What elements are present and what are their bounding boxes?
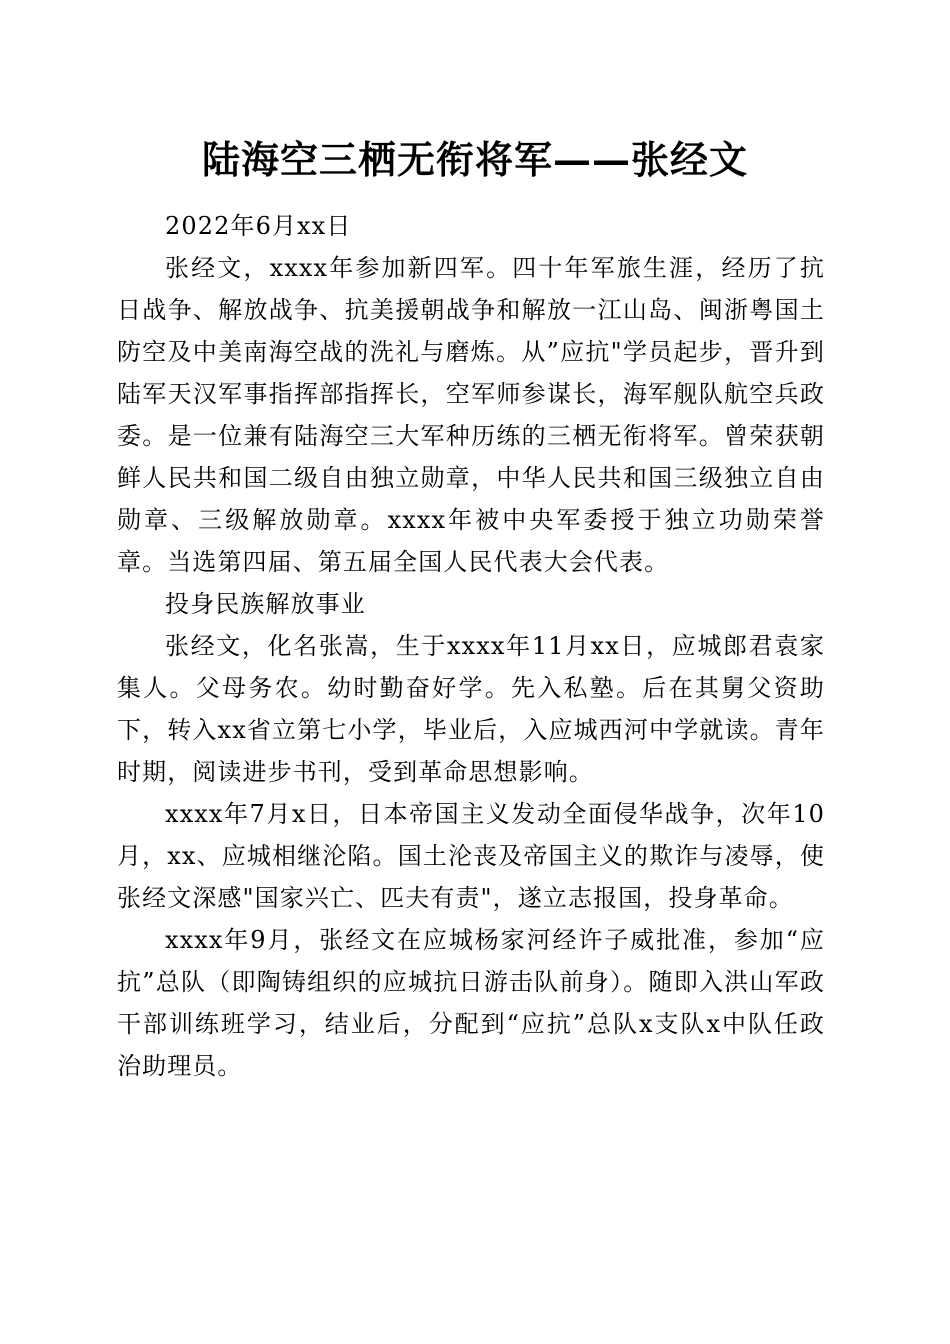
document-date: 2022年6月xx日 (165, 212, 352, 240)
section-heading: 投身民族解放事业 (165, 590, 366, 618)
paragraph-intro: 张经文，xxxx年参加新四军。四十年军旅生涯，经历了抗日战争、解放战争、抗美援朝战争和解放一江山岛、闽浙粤国土防空及中美南海空战的洗礼与磨炼。从”应抗"学员起步，晋升到陆军天汉军事指挥部指挥长，空军师参谋长，海军舰队航空兵政委。是一位兼有陆海空三大军种历练的三栖无衔将军。曾荣获朝鲜人民共和国二级自由独立勋章，中华人民共和国三级独立自由勋章、三级解放勋章。xxxx年被中央军委授于独立功勋荣誉章。当选第四届、第五届全国人民代表大会代表。 (117, 254, 825, 576)
paragraph-joining-army: xxxx年9月，张经文在应城杨家河经许子威批准，参加“应抗”总队（即陶铸组织的应城抗日游击队前身）。随即入洪山军政干部训练班学习，结业后，分配到“应抗”总队x支队x中队任政治助理员。 (117, 926, 825, 1080)
paragraph-war-outbreak: xxxx年7月x日，日本帝国主义发动全面侵华战争，次年10月，xx、应城相继沦陷。国土沦丧及帝国主义的欺诈与凌辱，使张经文深感"国家兴亡、匹夫有责"，遂立志报国，投身革命。 (117, 800, 825, 912)
document-body (117, 205, 825, 1087)
paragraph-early-life: 张经文，化名张嵩，生于xxxx年11月xx日，应城郎君袁家集人。父母务农。幼时勤奋好学。先入私塾。后在其舅父资助下，转入xx省立第七小学，毕业后，入应城西河中学就读。青年时期，阅读进步书刊，受到革命思想影响。 (117, 632, 825, 786)
document-title: 陆海空三栖无衔将军——张经文 (201, 137, 748, 182)
